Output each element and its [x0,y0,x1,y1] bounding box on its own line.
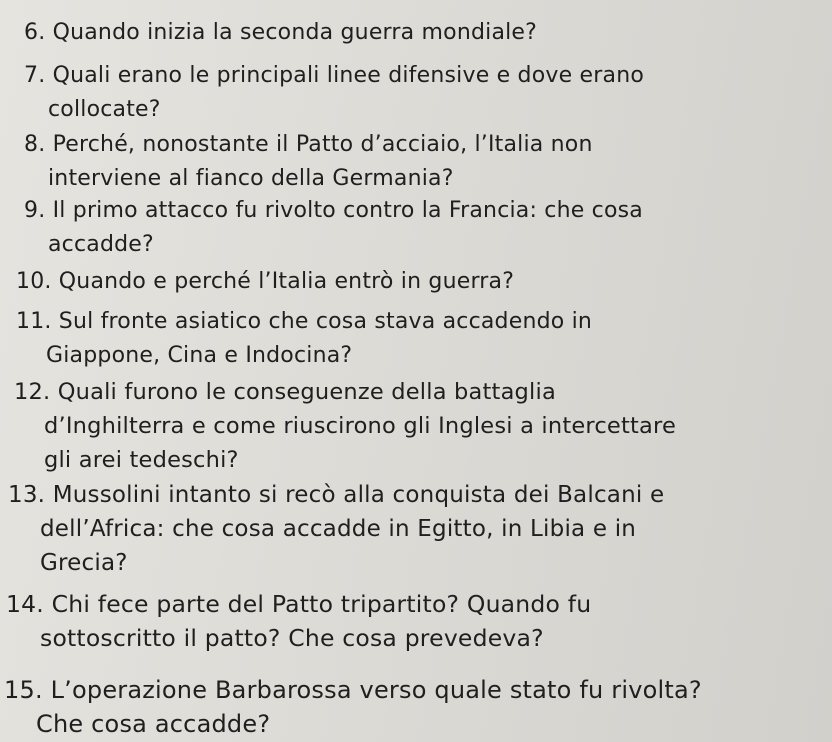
question-10 [16,265,514,299]
question-13-line-2: dell’Africa: che cosa accadde in Egitto, in Libia e in [40,516,637,542]
question-12-line-3: gli arei tedeschi? [44,447,239,473]
question-15 [4,673,702,741]
question-15-line-2: Che cosa accadde? [36,710,271,738]
question-11-line-2: Giappone, Cina e Indocina? [46,343,353,368]
question-10-line-1: 10. Quando e perché l’Italia entrò in guerra? [16,269,515,294]
question-12-line-1: 12. Quali furono le conseguenze della battaglia [14,379,556,405]
question-6 [24,16,537,50]
question-13-line-1: 13. Mussolini intanto si recò alla conquista dei Balcani e [8,482,665,508]
question-6-line-1: 6. Quando inizia la seconda guerra mondiale? [24,20,538,45]
question-12 [14,375,676,477]
question-12-line-2: d’Inghilterra e come riuscirono gli Inglesi a intercettare [44,413,676,439]
question-9-line-2: accadde? [48,232,154,257]
question-13-line-3: Grecia? [40,550,128,576]
question-11 [16,305,592,373]
question-14-line-2: sottoscritto il patto? Che cosa prevedeva? [40,624,544,652]
question-7-line-1: 7. Quali erano le principali linee difensive e dove erano [24,63,644,88]
question-14 [6,587,591,655]
question-11-line-1: 11. Sul fronte asiatico che cosa stava accadendo in [16,309,593,334]
question-8-line-2: interviene al fianco della Germania? [48,166,454,191]
question-7 [24,59,644,127]
question-7-line-2: collocate? [48,97,161,122]
question-13 [8,478,664,580]
question-15-line-1: 15. L’operazione Barbarossa verso quale stato fu rivolta? [4,676,702,704]
question-8 [24,128,593,196]
question-8-line-1: 8. Perché, nonostante il Patto d’acciaio, l’Italia non [24,132,593,157]
question-9 [24,194,643,262]
question-14-line-1: 14. Chi fece parte del Patto tripartito? Quando fu [6,590,592,618]
question-9-line-1: 9. Il primo attacco fu rivolto contro la Francia: che cosa [24,198,643,223]
